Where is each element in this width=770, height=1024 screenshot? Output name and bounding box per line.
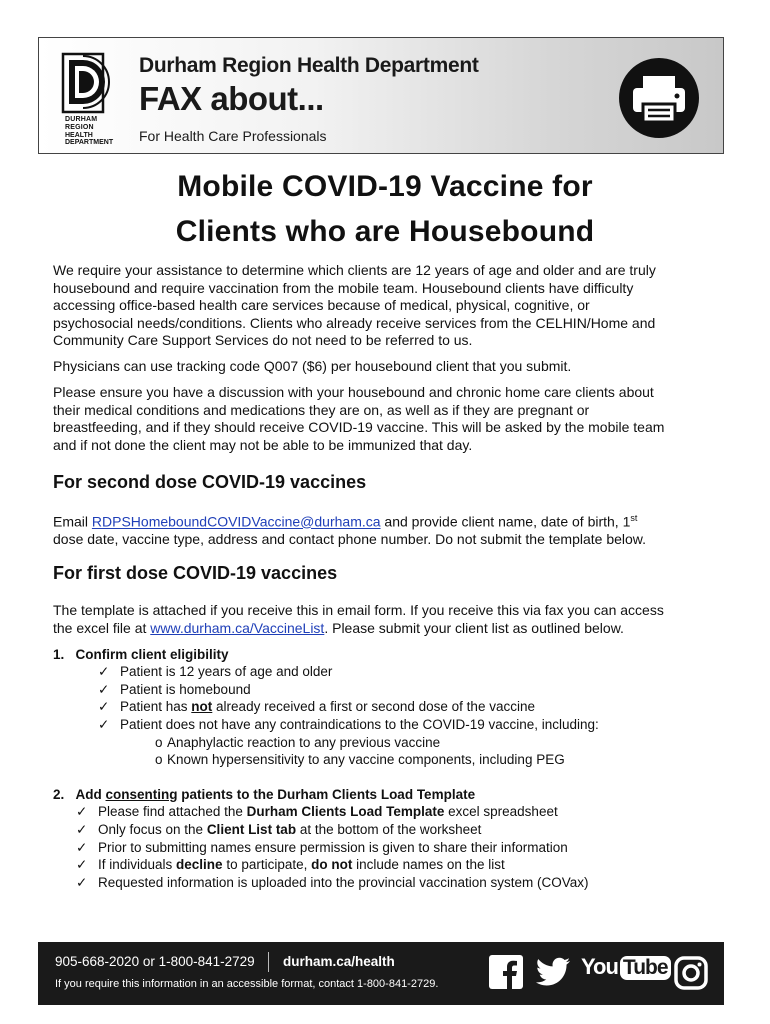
- list-item: ✓ If individuals decline to participate, do not include names on the list: [76, 857, 505, 872]
- homebound-email-link[interactable]: RDPSHomeboundCOVIDVaccine@durham.ca: [91, 513, 381, 530]
- second-dose-heading: For second dose COVID-19 vaccines: [53, 472, 367, 492]
- discussion-paragraph: Please ensure you have a discussion with your housebound and chronic home care clients about their medical conditions and medications they are on, as well as if they are pregnant or breastfeeding, and if they should receive COVID-19 vaccine. This will be asked by the mobile team and if not done the client may not be able to be immunized that day.: [53, 384, 665, 453]
- sub-list-item: o Anaphylactic reaction to any previous vaccine: [155, 735, 441, 750]
- footer-divider: [268, 952, 269, 972]
- checkmark-icon: ✓: [76, 804, 88, 819]
- checkmark-icon: ✓: [98, 664, 110, 679]
- youtube-icon[interactable]: You Tube: [581, 954, 671, 980]
- checkmark-icon: ✓: [76, 822, 88, 837]
- twitter-icon[interactable]: [535, 957, 571, 992]
- first-dose-paragraph: The template is attached if you receive this in email form. If you receive this via fax you can access the excel file at www.durham.ca/VaccineList. Please submit your client list as outlined below.: [53, 602, 664, 636]
- list-item: ✓ Patient is homebound: [98, 682, 251, 697]
- logo-wordmark-region: DURHAM REGION: [65, 116, 98, 131]
- checkmark-icon: ✓: [98, 682, 110, 697]
- fax-title: FAX about...: [139, 80, 324, 117]
- bullet-icon: o: [155, 735, 163, 750]
- checkmark-icon: ✓: [98, 699, 110, 714]
- document-title-line2: Clients who are Housebound: [175, 215, 595, 248]
- second-dose-paragraph: Email RDPSHomeboundCOVIDVaccine@durham.ca and provide client name, date of birth, 1st dose date, vaccine type, address and contact phone number. Do not submit the template below.: [53, 513, 647, 548]
- checkmark-icon: ✓: [76, 857, 88, 872]
- sub-list-item: o Known hypersensitivity to any vaccine components, including PEG: [155, 752, 565, 767]
- fax-machine-icon: [619, 58, 699, 138]
- footer-accessibility-note: If you require this information in an accessible format, contact 1-800-841-2729.: [55, 978, 439, 990]
- first-dose-heading: For first dose COVID-19 vaccines: [53, 563, 338, 583]
- footer-bar: [38, 942, 724, 1005]
- list-item: ✓ Prior to submitting names ensure permission is given to share their information: [76, 840, 568, 855]
- list-item: ✓ Patient is 12 years of age and older: [98, 664, 333, 679]
- list-item: ✓ Requested information is uploaded into the provincial vaccination system (COVax): [76, 875, 589, 890]
- list-item: ✓ Please find attached the Durham Clients Load Template excel spreadsheet: [76, 804, 558, 819]
- facebook-icon[interactable]: [489, 955, 523, 994]
- document-title-line1: Mobile COVID-19 Vaccine for: [177, 170, 593, 203]
- footer-website-link[interactable]: durham.ca/health: [283, 954, 395, 969]
- list-item: ✓ Patient has not already received a first or second dose of the vaccine: [98, 699, 535, 714]
- step1-heading: 1. Confirm client eligibility: [53, 647, 229, 662]
- department-name: Durham Region Health Department: [139, 54, 479, 77]
- checkmark-icon: ✓: [76, 840, 88, 855]
- audience-label: For Health Care Professionals: [139, 128, 327, 144]
- checkmark-icon: ✓: [98, 717, 110, 732]
- bullet-icon: o: [155, 752, 163, 767]
- vaccine-list-link[interactable]: www.durham.ca/VaccineList: [150, 619, 325, 636]
- checkmark-icon: ✓: [76, 875, 88, 890]
- step2-heading: 2. Add consenting patients to the Durham Clients Load Template: [53, 787, 476, 802]
- tracking-code-paragraph: Physicians can use tracking code Q007 ($6) per housebound client that you submit.: [53, 358, 572, 374]
- logo-wordmark-health: HEALTH DEPARTMENT: [65, 132, 114, 146]
- list-item: ✓ Only focus on the Client List tab at the bottom of the worksheet: [76, 822, 482, 837]
- header-banner: [38, 37, 724, 154]
- list-item: ✓ Patient does not have any contraindications to the COVID-19 vaccine, including:: [98, 717, 599, 732]
- footer-phone: 905-668-2020 or 1-800-841-2729: [55, 954, 255, 969]
- instagram-icon[interactable]: [674, 956, 708, 995]
- intro-paragraph: We require your assistance to determine which clients are 12 years of age and older and are truly housebound and require vaccination from the mobile team. Housebound clients have difficulty accessing office-based health care services because of medical, physical, cognitive, or psychosocial needs/conditions. Clients who already receive services from the CELHIN/Home and Community Care Support Services do not need to be referred to us.: [53, 262, 656, 349]
